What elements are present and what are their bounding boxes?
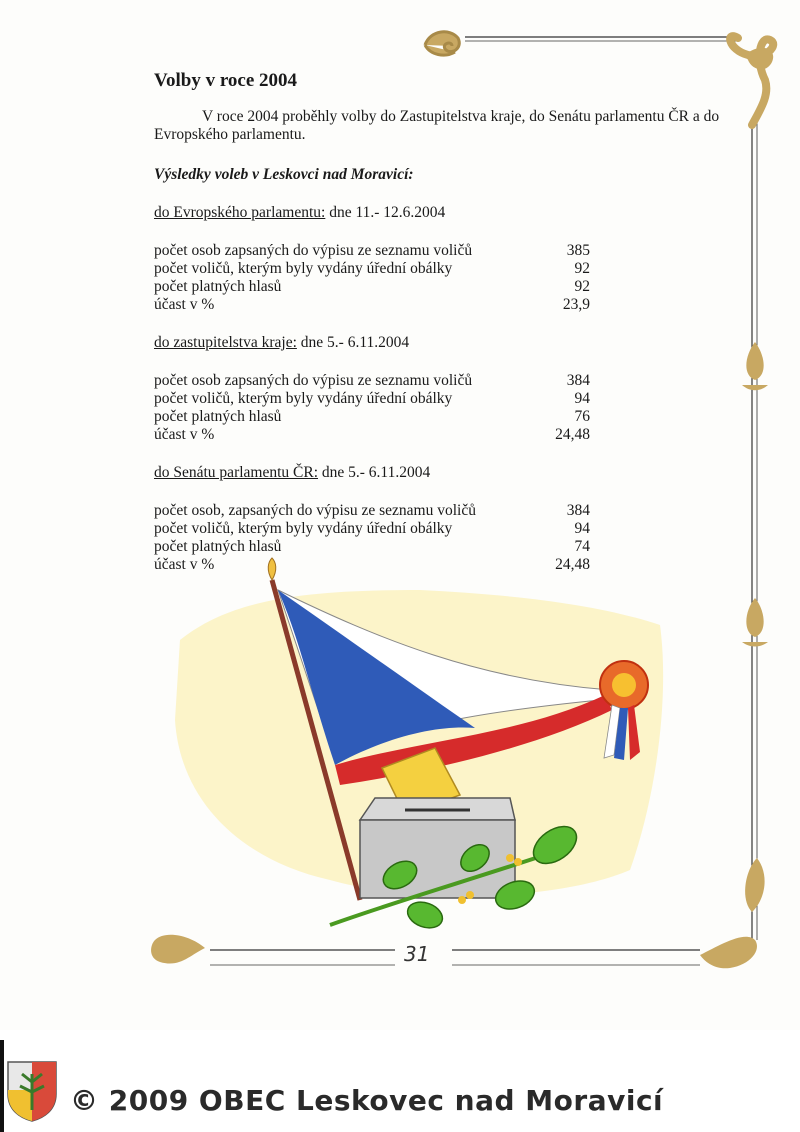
result-row (154, 426, 734, 444)
row-value: 92 (574, 278, 590, 295)
row-value: 94 (574, 520, 590, 537)
bottom-left-ornament (151, 935, 205, 964)
right-ornament-1 (742, 342, 768, 390)
section-title: do zastupitelstva kraje: (154, 334, 297, 351)
section-heading (154, 334, 734, 352)
row-value: 24,48 (555, 556, 590, 573)
row-label: počet osob, zapsaných do výpisu ze seznamu voličů (154, 502, 476, 519)
results-table (154, 242, 734, 314)
row-value: 92 (574, 260, 590, 277)
row-value: 23,9 (562, 296, 590, 313)
result-row (154, 372, 734, 390)
results-table (154, 502, 734, 574)
row-label: počet platných hlasů (154, 278, 282, 295)
section-date: dne 5.- 6.11.2004 (300, 334, 410, 351)
row-label: účast v % (154, 426, 215, 443)
row-label: počet voličů, kterým byly vydány úřední obálky (154, 390, 453, 407)
row-value: 384 (566, 372, 590, 389)
row-value: 24,48 (555, 426, 590, 443)
result-row (154, 538, 734, 556)
row-label: počet platných hlasů (154, 538, 282, 555)
right-ornament-3 (745, 858, 764, 912)
row-value: 384 (566, 502, 590, 519)
row-label: počet platných hlasů (154, 408, 282, 425)
row-label: počet voličů, kterým byly vydány úřední obálky (154, 520, 453, 537)
result-row (154, 296, 734, 314)
section-date: dne 5.- 6.11.2004 (321, 464, 431, 481)
result-row (154, 278, 734, 296)
result-row (154, 520, 734, 538)
results-table (154, 372, 734, 444)
row-value: 385 (566, 242, 590, 259)
result-row (154, 242, 734, 260)
result-row (154, 260, 734, 278)
section-heading (154, 464, 734, 482)
page-heading: Volby v roce 2004 (154, 70, 298, 91)
copyright-footer: © 2009 OBEC Leskovec nad Moravicí (70, 1084, 664, 1117)
result-row (154, 556, 734, 574)
row-value: 94 (574, 390, 590, 407)
document-content (154, 72, 734, 574)
footer-divider (0, 1040, 4, 1132)
coat-of-arms-icon (6, 1060, 58, 1122)
row-value: 74 (574, 538, 590, 555)
intro-paragraph: V roce 2004 proběhly volby do Zastupitelstva kraje, do Senátu parlamentu ČR a do Evropského parlamentu. (154, 108, 720, 143)
row-label: účast v % (154, 296, 215, 313)
right-ornament-2 (742, 598, 768, 647)
row-label: počet voličů, kterým byly vydány úřední obálky (154, 260, 453, 277)
row-label: účast v % (154, 556, 215, 573)
results-subtitle: Výsledky voleb v Leskovci nad Moravicí: (154, 166, 414, 183)
section-date: dne 11.- 12.6.2004 (329, 204, 446, 221)
row-value: 76 (574, 408, 590, 425)
section-heading (154, 204, 734, 222)
row-label: počet osob zapsaných do výpisu ze seznamu voličů (154, 242, 473, 259)
top-left-ornament (425, 32, 459, 55)
result-row (154, 502, 734, 520)
result-row (154, 390, 734, 408)
bottom-right-ornament (700, 937, 757, 969)
row-label: počet osob zapsaných do výpisu ze seznamu voličů (154, 372, 473, 389)
section-title: do Senátu parlamentu ČR: (154, 464, 319, 481)
result-row (154, 408, 734, 426)
section-title: do Evropského parlamentu: (154, 204, 326, 221)
page-number: 31 (404, 942, 430, 966)
